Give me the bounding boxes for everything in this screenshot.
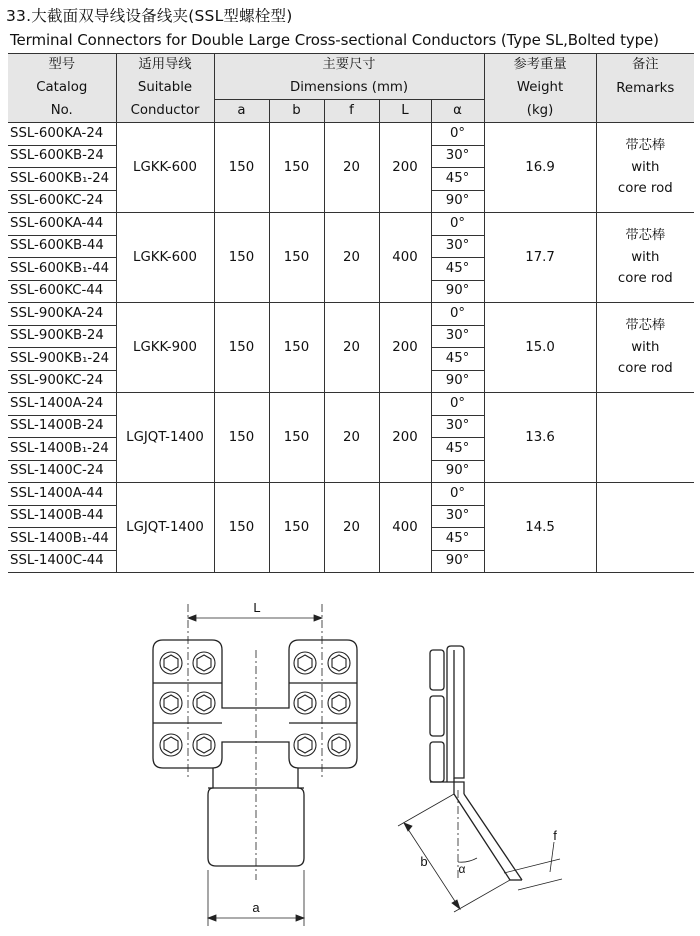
dim-f-cell: 20 — [324, 123, 379, 213]
dim-f-cell: 20 — [324, 393, 379, 483]
catalog-cell: SSL-600KB-24 — [8, 145, 116, 168]
bolt-icon — [160, 652, 350, 756]
catalog-cell: SSL-900KB₁-24 — [8, 348, 116, 371]
header-col-f: f — [324, 100, 379, 123]
alpha-cell: 0° — [431, 393, 484, 416]
weight-cell: 13.6 — [484, 393, 596, 483]
header-catalog-en: Catalog — [8, 77, 116, 100]
alpha-cell: 90° — [431, 280, 484, 303]
catalog-cell: SSL-1400A-24 — [8, 393, 116, 416]
alpha-cell: 0° — [431, 213, 484, 236]
remarks-line: 带芯棒 — [625, 138, 666, 154]
catalog-cell: SSL-600KC-44 — [8, 280, 116, 303]
conductor-cell: LGKK-600 — [116, 123, 214, 213]
conductor-cell: LGKK-900 — [116, 303, 214, 393]
label-alpha: α — [458, 862, 466, 876]
remarks-cell — [596, 303, 694, 393]
header-col-alpha: α — [431, 100, 484, 123]
catalog-cell: SSL-1400B-44 — [8, 505, 116, 528]
dim-b-cell: 150 — [269, 123, 324, 213]
conductor-cell: LGJQT-1400 — [116, 483, 214, 573]
dim-L-cell: 200 — [379, 123, 431, 213]
dim-f-cell: 20 — [324, 303, 379, 393]
alpha-cell: 90° — [431, 190, 484, 213]
catalog-cell: SSL-600KC-24 — [8, 190, 116, 213]
header-col-L: L — [379, 100, 431, 123]
remarks-line: core rod — [617, 181, 673, 197]
table-row — [8, 123, 694, 146]
alpha-cell: 30° — [431, 415, 484, 438]
catalog-cell: SSL-600KA-44 — [8, 213, 116, 236]
header-conductor-en: Suitable — [116, 77, 214, 100]
catalog-cell: SSL-600KB₁-44 — [8, 258, 116, 281]
dim-b-cell: 150 — [269, 393, 324, 483]
dim-f-cell: 20 — [324, 483, 379, 573]
catalog-cell: SSL-1400B-24 — [8, 415, 116, 438]
remarks-line: 带芯棒 — [625, 228, 666, 244]
alpha-cell: 30° — [431, 505, 484, 528]
front-view — [153, 640, 357, 866]
dim-L-cell: 400 — [379, 483, 431, 573]
label-b: b — [420, 854, 428, 869]
weight-cell: 17.7 — [484, 213, 596, 303]
catalog-cell: SSL-1400C-24 — [8, 460, 116, 483]
table-row — [8, 303, 694, 326]
catalog-cell: SSL-1400C-44 — [8, 550, 116, 573]
alpha-cell: 45° — [431, 348, 484, 371]
header-col-b: b — [269, 100, 324, 123]
remarks-line: 带芯棒 — [625, 318, 666, 334]
remarks-cell — [596, 213, 694, 303]
catalog-cell: SSL-1400B₁-44 — [8, 528, 116, 551]
dim-L-cell: 200 — [379, 303, 431, 393]
dim-a-cell: 150 — [214, 303, 269, 393]
dim-f-cell: 20 — [324, 213, 379, 303]
dim-a-cell: 150 — [214, 123, 269, 213]
table-row — [8, 213, 694, 236]
alpha-cell: 30° — [431, 235, 484, 258]
table-row — [8, 393, 694, 416]
alpha-cell: 45° — [431, 438, 484, 461]
dim-L-cell: 400 — [379, 213, 431, 303]
table-row — [8, 483, 694, 506]
header-catalog-no: No. — [8, 100, 116, 123]
label-a: a — [252, 900, 260, 915]
alpha-cell: 45° — [431, 258, 484, 281]
header-weight-cn: 参考重量 — [484, 54, 596, 77]
remarks-line: with — [631, 249, 660, 265]
header-conductor-en2: Conductor — [116, 100, 214, 123]
alpha-cell: 0° — [431, 123, 484, 146]
remarks-line: with — [631, 159, 660, 175]
remarks-cell — [596, 393, 694, 483]
alpha-cell: 90° — [431, 370, 484, 393]
spec-table — [8, 53, 694, 573]
connector-drawing — [0, 590, 700, 936]
conductor-cell: LGKK-600 — [116, 213, 214, 303]
label-f: f — [553, 828, 557, 843]
dim-a-cell: 150 — [214, 483, 269, 573]
catalog-cell: SSL-900KB-24 — [8, 325, 116, 348]
catalog-cell: SSL-600KA-24 — [8, 123, 116, 146]
dim-b-cell: 150 — [269, 483, 324, 573]
page-subtitle: Terminal Connectors for Double Large Cross-sectional Conductors (Type SL,Bolted type) — [10, 31, 659, 49]
dim-b-cell: 150 — [269, 213, 324, 303]
dim-L-cell: 200 — [379, 393, 431, 483]
alpha-cell: 90° — [431, 550, 484, 573]
conductor-cell: LGJQT-1400 — [116, 393, 214, 483]
header-catalog-cn: 型号 — [8, 54, 116, 77]
catalog-cell: SSL-900KC-24 — [8, 370, 116, 393]
dim-a-cell: 150 — [214, 213, 269, 303]
catalog-cell: SSL-1400A-44 — [8, 483, 116, 506]
remarks-line: core rod — [617, 271, 673, 287]
alpha-cell: 30° — [431, 145, 484, 168]
remarks-cell — [596, 483, 694, 573]
remarks-cell — [596, 123, 694, 213]
header-dimensions-en: Dimensions (mm) — [214, 77, 484, 100]
remarks-line: core rod — [617, 361, 673, 377]
header-weight-unit: (kg) — [484, 100, 596, 123]
header-conductor-cn: 适用导线 — [116, 54, 214, 77]
dim-b-cell: 150 — [269, 303, 324, 393]
header-remarks-cn: 备注 — [596, 54, 694, 77]
header-remarks-en: Remarks — [596, 77, 694, 123]
alpha-cell: 0° — [431, 303, 484, 326]
side-view — [398, 646, 562, 912]
weight-cell: 16.9 — [484, 123, 596, 213]
alpha-cell: 45° — [431, 168, 484, 191]
header-col-a: a — [214, 100, 269, 123]
remarks-line: with — [631, 339, 660, 355]
alpha-cell: 45° — [431, 528, 484, 551]
weight-cell: 14.5 — [484, 483, 596, 573]
header-dimensions-cn: 主要尺寸 — [214, 54, 484, 77]
catalog-cell: SSL-1400B₁-24 — [8, 438, 116, 461]
alpha-cell: 30° — [431, 325, 484, 348]
weight-cell: 15.0 — [484, 303, 596, 393]
catalog-cell: SSL-900KA-24 — [8, 303, 116, 326]
header-weight-en: Weight — [484, 77, 596, 100]
page-title: 33.大截面双导线设备线夹(SSL型螺栓型) — [6, 7, 293, 25]
catalog-cell: SSL-600KB₁-24 — [8, 168, 116, 191]
dim-a-cell: 150 — [214, 393, 269, 483]
alpha-cell: 90° — [431, 460, 484, 483]
label-L: L — [253, 600, 261, 615]
alpha-cell: 0° — [431, 483, 484, 506]
catalog-cell: SSL-600KB-44 — [8, 235, 116, 258]
